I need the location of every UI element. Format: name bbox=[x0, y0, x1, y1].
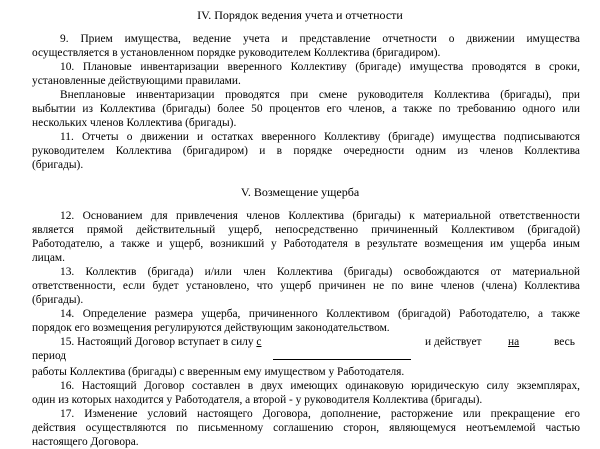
p11-line-2: руководителем Коллектива (бригадиром) и в порядке очередности одним из членов Коллектива bbox=[32, 145, 580, 157]
p10b-line-1: Внеплановые инвентаризации проводятся при смене руководителя Коллектива (бригады), при bbox=[60, 89, 580, 101]
p12-line-1: 12. Основанием для привлечения членов Коллектива (бригады) к материальной ответственности bbox=[60, 210, 580, 222]
p11-line-1: 11. Отчеты о движении и остатках вверенного Коллективу (бригаде) имущества подписываются bbox=[60, 131, 580, 143]
p10-line-1: 10. Плановые инвентаризации вверенного Коллективу (бригаде) имущества проводятся в сроки, bbox=[60, 61, 580, 73]
p17-line-1: 17. Изменение условий настоящего Договора, дополнение, расторжение или прекращение его bbox=[60, 408, 580, 420]
p12-line-2: является прямой действительный ущерб, непосредственно причиненный Коллективом (бригадой) bbox=[32, 224, 580, 236]
p10b-line-2: выбытии из Коллектива (бригады) более 50 процентов его членов, а также по требованию одного или bbox=[32, 103, 580, 115]
p10-line-2: установленные действующими правилами. bbox=[32, 75, 241, 87]
p12-line-4: лицам. bbox=[32, 252, 65, 264]
p12-line-3: Работодателю, а также и ущерб, возникший у Работодателя в результате возмещения им ущерба иным bbox=[32, 238, 580, 250]
p17-line-3: настоящего Договора. bbox=[32, 436, 139, 448]
p14-line-2: порядок его возмещения регулируются действующим законодательством. bbox=[32, 322, 390, 334]
p15-end: работы Коллектива (бригады) с вверенным ему имуществом у Работодателя. bbox=[32, 366, 405, 378]
p10b-line-3: нескольких членов Коллектива (бригады). bbox=[32, 117, 237, 129]
p9-line-1: 9. Прием имущества, ведение учета и представление отчетности о движении имущества bbox=[60, 33, 580, 45]
p15-from: с bbox=[256, 336, 262, 348]
p15-on: на bbox=[508, 336, 520, 348]
p13-line-1: 13. Коллектив (бригада) и/или член Коллектива (бригады) освобождаются от материальной bbox=[60, 266, 580, 278]
p13-line-3: (бригады). bbox=[32, 294, 84, 306]
p13-line-2: ответственности, если будет установлено, что ущерб причинен не по вине членов (члена) Коллектива bbox=[32, 280, 580, 292]
p15-whole: весь bbox=[554, 336, 575, 348]
section-4-heading: IV. Порядок ведения учета и отчетности bbox=[197, 8, 403, 22]
p15-acts: и действует bbox=[425, 336, 482, 348]
section-5-heading: V. Возмещение ущерба bbox=[240, 185, 360, 199]
p15-start: 15. Настоящий Договор вступает в силу с bbox=[60, 336, 262, 348]
p11-line-3: (бригады). bbox=[32, 159, 84, 171]
p16-line-1: 16. Настоящий Договор составлен в двух имеющих одинаковую юридическую силу экземплярах, bbox=[60, 380, 580, 392]
p16-line-2: один из которых находится у Работодателя, а второй - у руководителя Коллектива (бригады). bbox=[32, 394, 483, 406]
p9-line-2: осуществляется в установленном порядке руководителем Коллектива (бригадиром). bbox=[32, 47, 441, 59]
p15-period: период bbox=[32, 350, 67, 362]
date-blank-line bbox=[273, 359, 411, 360]
p17-line-2: действия осуществляются по письменному соглашению сторон, являющемуся неотъемлемой частью bbox=[32, 422, 580, 434]
p14-line-1: 14. Определение размера ущерба, причиненного Коллективом (бригадой) Работодателю, а также bbox=[60, 308, 580, 320]
